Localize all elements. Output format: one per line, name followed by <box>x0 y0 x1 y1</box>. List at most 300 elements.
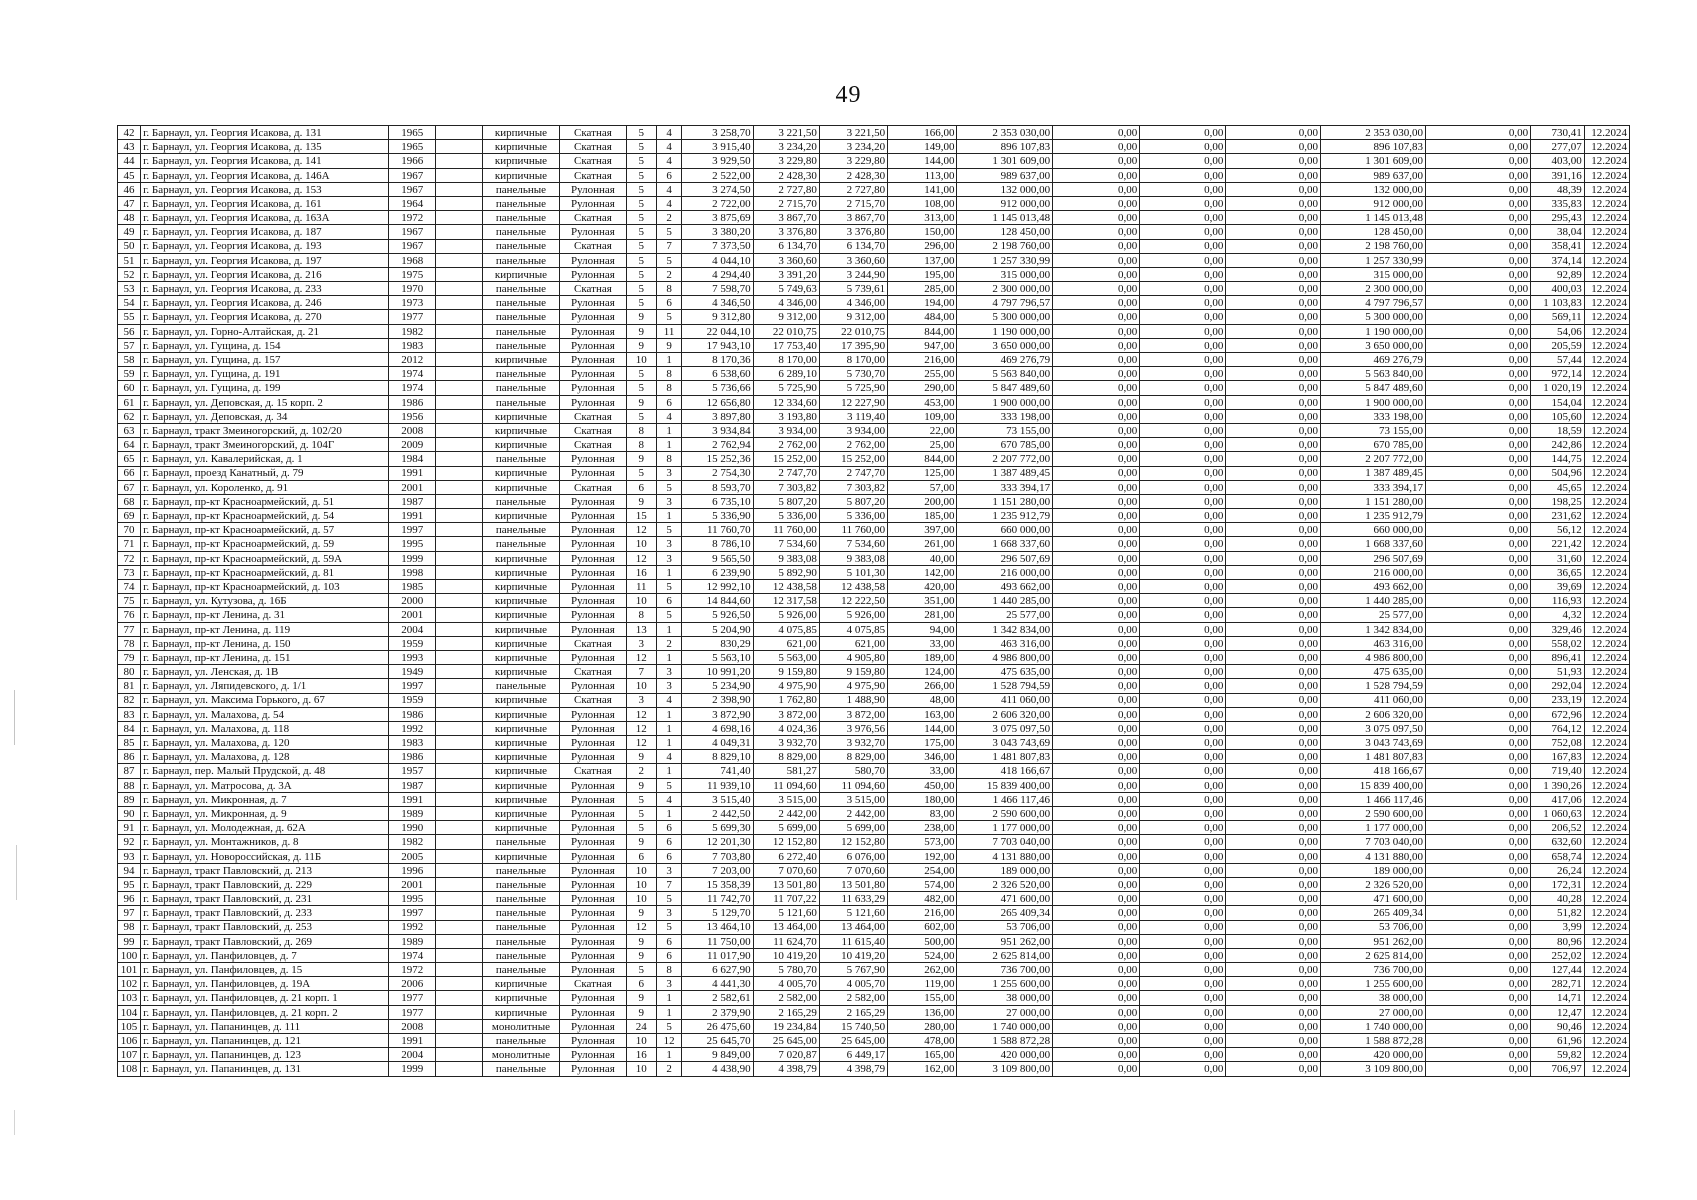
other-sources: 0,00 <box>1426 622 1531 636</box>
empty-cell <box>436 948 482 962</box>
address: г. Барнаул, ул. Новороссийская, д. 11Б <box>141 849 389 863</box>
fund-fsr: 0,00 <box>1053 537 1140 551</box>
wall-material: панельные <box>482 892 560 906</box>
other-sources: 0,00 <box>1426 452 1531 466</box>
empty-cell <box>436 551 482 565</box>
roof-type: Скатная <box>560 480 626 494</box>
empty-cell <box>436 126 482 140</box>
area-total-premises: 7 534,60 <box>753 537 819 551</box>
empty-cell <box>436 565 482 579</box>
unit-cost: 672,96 <box>1531 707 1585 721</box>
row-number: 88 <box>118 778 141 792</box>
fund-fsr: 0,00 <box>1053 1019 1140 1033</box>
fund-regional: 0,00 <box>1140 225 1226 239</box>
fund-regional: 0,00 <box>1140 310 1226 324</box>
residents-count: 262,00 <box>888 963 957 977</box>
residents-count: 524,00 <box>888 948 957 962</box>
entrances: 1 <box>656 736 681 750</box>
build-year: 1991 <box>389 1034 436 1048</box>
row-number: 84 <box>118 721 141 735</box>
fund-regional: 0,00 <box>1140 338 1226 352</box>
empty-cell <box>436 168 482 182</box>
completion-date: 12.2024 <box>1584 196 1629 210</box>
unit-cost: 417,06 <box>1531 792 1585 806</box>
table-row <box>118 282 1630 296</box>
build-year: 1974 <box>389 948 436 962</box>
fund-regional: 0,00 <box>1140 594 1226 608</box>
floors: 9 <box>626 338 656 352</box>
fund-owners: 216 000,00 <box>1320 565 1425 579</box>
row-number: 54 <box>118 296 141 310</box>
completion-date: 12.2024 <box>1584 126 1629 140</box>
address: г. Барнаул, ул. Малахова, д. 118 <box>141 721 389 735</box>
empty-cell <box>436 679 482 693</box>
unit-cost: 54,06 <box>1531 324 1585 338</box>
address: г. Барнаул, ул. Георгия Исакова, д. 141 <box>141 154 389 168</box>
area-total-premises: 17 753,40 <box>753 338 819 352</box>
other-sources: 0,00 <box>1426 594 1531 608</box>
address: г. Барнаул, ул. Панфиловцев, д. 21 корп. 2 <box>141 1005 389 1019</box>
fund-owners: 3 075 097,50 <box>1320 721 1425 735</box>
other-sources: 0,00 <box>1426 1005 1531 1019</box>
empty-cell <box>436 807 482 821</box>
unit-cost: 154,04 <box>1531 395 1585 409</box>
fund-fsr: 0,00 <box>1053 721 1140 735</box>
fund-owners: 15 839 400,00 <box>1320 778 1425 792</box>
floors: 6 <box>626 849 656 863</box>
area-total-premises: 19 234,84 <box>753 1019 819 1033</box>
roof-type: Скатная <box>560 126 626 140</box>
total-cost: 951 262,00 <box>957 934 1053 948</box>
roof-type: Скатная <box>560 665 626 679</box>
fund-local: 0,00 <box>1226 948 1321 962</box>
row-number: 49 <box>118 225 141 239</box>
total-area: 3 274,50 <box>682 182 753 196</box>
build-year: 1992 <box>389 721 436 735</box>
wall-material: кирпичные <box>482 466 560 480</box>
completion-date: 12.2024 <box>1584 963 1629 977</box>
residents-count: 266,00 <box>888 679 957 693</box>
address: г. Барнаул, ул. Георгия Исакова, д. 187 <box>141 225 389 239</box>
fund-local: 0,00 <box>1226 650 1321 664</box>
fund-owners: 5 563 840,00 <box>1320 367 1425 381</box>
wall-material: панельные <box>482 835 560 849</box>
residents-count: 478,00 <box>888 1034 957 1048</box>
total-cost: 2 606 320,00 <box>957 707 1053 721</box>
empty-cell <box>436 977 482 991</box>
row-number: 56 <box>118 324 141 338</box>
residents-count: 194,00 <box>888 296 957 310</box>
total-area: 3 915,40 <box>682 140 753 154</box>
fund-fsr: 0,00 <box>1053 863 1140 877</box>
area-residential: 5 699,00 <box>819 821 887 835</box>
row-number: 77 <box>118 622 141 636</box>
fund-regional: 0,00 <box>1140 608 1226 622</box>
empty-cell <box>436 934 482 948</box>
row-number: 102 <box>118 977 141 991</box>
area-residential: 11 094,60 <box>819 778 887 792</box>
table-row <box>118 849 1630 863</box>
area-residential: 3 244,90 <box>819 267 887 281</box>
residents-count: 180,00 <box>888 792 957 806</box>
build-year: 1964 <box>389 196 436 210</box>
entrances: 1 <box>656 807 681 821</box>
completion-date: 12.2024 <box>1584 239 1629 253</box>
total-area: 11 750,00 <box>682 934 753 948</box>
build-year: 1990 <box>389 821 436 835</box>
entrances: 2 <box>656 267 681 281</box>
total-cost: 1 190 000,00 <box>957 324 1053 338</box>
fund-owners: 2 326 520,00 <box>1320 877 1425 891</box>
floors: 5 <box>626 211 656 225</box>
address: г. Барнаул, ул. Максима Горького, д. 67 <box>141 693 389 707</box>
fund-local: 0,00 <box>1226 466 1321 480</box>
area-total-premises: 11 760,00 <box>753 523 819 537</box>
wall-material: монолитные <box>482 1048 560 1062</box>
total-cost: 25 577,00 <box>957 608 1053 622</box>
unit-cost: 1 060,63 <box>1531 807 1585 821</box>
unit-cost: 391,16 <box>1531 168 1585 182</box>
area-total-premises: 4 398,79 <box>753 1062 819 1076</box>
address: г. Барнаул, пр-кт Красноармейский, д. 103 <box>141 580 389 594</box>
build-year: 1965 <box>389 126 436 140</box>
area-total-premises: 6 289,10 <box>753 367 819 381</box>
row-number: 97 <box>118 906 141 920</box>
total-cost: 1 668 337,60 <box>957 537 1053 551</box>
fund-owners: 7 703 040,00 <box>1320 835 1425 849</box>
wall-material: панельные <box>482 182 560 196</box>
total-area: 2 522,00 <box>682 168 753 182</box>
total-cost: 411 060,00 <box>957 693 1053 707</box>
row-number: 106 <box>118 1034 141 1048</box>
floors: 3 <box>626 636 656 650</box>
fund-owners: 420 000,00 <box>1320 1048 1425 1062</box>
fund-local: 0,00 <box>1226 580 1321 594</box>
wall-material: кирпичные <box>482 693 560 707</box>
fund-regional: 0,00 <box>1140 991 1226 1005</box>
area-residential: 10 419,20 <box>819 948 887 962</box>
roof-type: Рулонная <box>560 1005 626 1019</box>
total-cost: 189 000,00 <box>957 863 1053 877</box>
roof-type: Рулонная <box>560 310 626 324</box>
wall-material: панельные <box>482 338 560 352</box>
entrances: 4 <box>656 182 681 196</box>
row-number: 42 <box>118 126 141 140</box>
fund-fsr: 0,00 <box>1053 126 1140 140</box>
other-sources: 0,00 <box>1426 140 1531 154</box>
fund-fsr: 0,00 <box>1053 225 1140 239</box>
fund-fsr: 0,00 <box>1053 636 1140 650</box>
unit-cost: 144,75 <box>1531 452 1585 466</box>
fund-regional: 0,00 <box>1140 892 1226 906</box>
empty-cell <box>436 1005 482 1019</box>
address: г. Барнаул, ул. Георгия Исакова, д. 135 <box>141 140 389 154</box>
residents-count: 200,00 <box>888 494 957 508</box>
unit-cost: 329,46 <box>1531 622 1585 636</box>
build-year: 2004 <box>389 622 436 636</box>
total-cost: 128 450,00 <box>957 225 1053 239</box>
empty-cell <box>436 736 482 750</box>
total-cost: 5 300 000,00 <box>957 310 1053 324</box>
entrances: 5 <box>656 225 681 239</box>
table-row <box>118 523 1630 537</box>
fund-regional: 0,00 <box>1140 409 1226 423</box>
completion-date: 12.2024 <box>1584 693 1629 707</box>
area-residential: 2 715,70 <box>819 196 887 210</box>
entrances: 1 <box>656 622 681 636</box>
wall-material: кирпичные <box>482 154 560 168</box>
fund-local: 0,00 <box>1226 920 1321 934</box>
other-sources: 0,00 <box>1426 168 1531 182</box>
empty-cell <box>436 140 482 154</box>
fund-fsr: 0,00 <box>1053 168 1140 182</box>
residents-count: 162,00 <box>888 1062 957 1076</box>
other-sources: 0,00 <box>1426 707 1531 721</box>
table-row <box>118 863 1630 877</box>
unit-cost: 231,62 <box>1531 509 1585 523</box>
build-year: 1993 <box>389 650 436 664</box>
residents-count: 189,00 <box>888 650 957 664</box>
area-total-premises: 4 005,70 <box>753 977 819 991</box>
entrances: 3 <box>656 494 681 508</box>
empty-cell <box>436 523 482 537</box>
area-total-premises: 5 563,00 <box>753 650 819 664</box>
floors: 6 <box>626 480 656 494</box>
other-sources: 0,00 <box>1426 963 1531 977</box>
empty-cell <box>436 182 482 196</box>
build-year: 1949 <box>389 665 436 679</box>
build-year: 1997 <box>389 523 436 537</box>
fund-owners: 411 060,00 <box>1320 693 1425 707</box>
entrances: 3 <box>656 863 681 877</box>
area-total-premises: 8 829,00 <box>753 750 819 764</box>
unit-cost: 92,89 <box>1531 267 1585 281</box>
roof-type: Рулонная <box>560 991 626 1005</box>
completion-date: 12.2024 <box>1584 863 1629 877</box>
roof-type: Рулонная <box>560 622 626 636</box>
area-total-premises: 9 383,08 <box>753 551 819 565</box>
total-cost: 216 000,00 <box>957 565 1053 579</box>
fund-local: 0,00 <box>1226 126 1321 140</box>
other-sources: 0,00 <box>1426 849 1531 863</box>
address: г. Барнаул, ул. Малахова, д. 120 <box>141 736 389 750</box>
unit-cost: 167,83 <box>1531 750 1585 764</box>
unit-cost: 80,96 <box>1531 934 1585 948</box>
fund-fsr: 0,00 <box>1053 920 1140 934</box>
total-cost: 418 166,67 <box>957 764 1053 778</box>
residents-count: 33,00 <box>888 636 957 650</box>
other-sources: 0,00 <box>1426 1062 1531 1076</box>
area-total-premises: 13 501,80 <box>753 877 819 891</box>
wall-material: кирпичные <box>482 849 560 863</box>
fund-local: 0,00 <box>1226 849 1321 863</box>
fund-owners: 4 131 880,00 <box>1320 849 1425 863</box>
total-cost: 4 986 800,00 <box>957 650 1053 664</box>
fund-owners: 2 207 772,00 <box>1320 452 1425 466</box>
fund-regional: 0,00 <box>1140 665 1226 679</box>
total-cost: 4 131 880,00 <box>957 849 1053 863</box>
fund-local: 0,00 <box>1226 778 1321 792</box>
total-cost: 38 000,00 <box>957 991 1053 1005</box>
completion-date: 12.2024 <box>1584 920 1629 934</box>
floors: 9 <box>626 934 656 948</box>
residents-count: 281,00 <box>888 608 957 622</box>
roof-type: Скатная <box>560 211 626 225</box>
fund-owners: 1 440 285,00 <box>1320 594 1425 608</box>
other-sources: 0,00 <box>1426 778 1531 792</box>
fund-fsr: 0,00 <box>1053 835 1140 849</box>
fund-fsr: 0,00 <box>1053 466 1140 480</box>
completion-date: 12.2024 <box>1584 707 1629 721</box>
other-sources: 0,00 <box>1426 282 1531 296</box>
fund-owners: 4 986 800,00 <box>1320 650 1425 664</box>
area-residential: 3 221,50 <box>819 126 887 140</box>
fund-regional: 0,00 <box>1140 537 1226 551</box>
fund-owners: 2 606 320,00 <box>1320 707 1425 721</box>
table-row <box>118 1048 1630 1062</box>
row-number: 55 <box>118 310 141 324</box>
total-area: 4 346,50 <box>682 296 753 310</box>
total-area: 2 379,90 <box>682 1005 753 1019</box>
total-area: 11 742,70 <box>682 892 753 906</box>
other-sources: 0,00 <box>1426 991 1531 1005</box>
fund-local: 0,00 <box>1226 707 1321 721</box>
residents-count: 238,00 <box>888 821 957 835</box>
unit-cost: 105,60 <box>1531 409 1585 423</box>
address: г. Барнаул, пр-кт Красноармейский, д. 59А <box>141 551 389 565</box>
fund-local: 0,00 <box>1226 452 1321 466</box>
area-residential: 6 134,70 <box>819 239 887 253</box>
fund-owners: 53 706,00 <box>1320 920 1425 934</box>
empty-cell <box>436 963 482 977</box>
build-year: 1998 <box>389 565 436 579</box>
entrances: 1 <box>656 991 681 1005</box>
residents-count: 255,00 <box>888 367 957 381</box>
fund-fsr: 0,00 <box>1053 480 1140 494</box>
floors: 16 <box>626 1048 656 1062</box>
area-residential: 12 222,50 <box>819 594 887 608</box>
residents-count: 261,00 <box>888 537 957 551</box>
fund-regional: 0,00 <box>1140 168 1226 182</box>
build-year: 1984 <box>389 452 436 466</box>
address: г. Барнаул, пр-кт Красноармейский, д. 54 <box>141 509 389 523</box>
floors: 24 <box>626 1019 656 1033</box>
other-sources: 0,00 <box>1426 423 1531 437</box>
roof-type: Скатная <box>560 764 626 778</box>
roof-type: Рулонная <box>560 580 626 594</box>
area-total-premises: 5 926,00 <box>753 608 819 622</box>
fund-local: 0,00 <box>1226 480 1321 494</box>
residents-count: 185,00 <box>888 509 957 523</box>
total-cost: 1 301 609,00 <box>957 154 1053 168</box>
entrances: 5 <box>656 892 681 906</box>
total-cost: 660 000,00 <box>957 523 1053 537</box>
row-number: 103 <box>118 991 141 1005</box>
entrances: 1 <box>656 1048 681 1062</box>
row-number: 89 <box>118 792 141 806</box>
completion-date: 12.2024 <box>1584 665 1629 679</box>
floors: 5 <box>626 282 656 296</box>
entrances: 11 <box>656 324 681 338</box>
build-year: 1989 <box>389 807 436 821</box>
total-area: 2 582,61 <box>682 991 753 1005</box>
build-year: 1986 <box>389 395 436 409</box>
entrances: 1 <box>656 423 681 437</box>
build-year: 1991 <box>389 466 436 480</box>
area-residential: 22 010,75 <box>819 324 887 338</box>
address: г. Барнаул, ул. Малахова, д. 54 <box>141 707 389 721</box>
area-residential: 5 739,61 <box>819 282 887 296</box>
area-total-premises: 2 165,29 <box>753 1005 819 1019</box>
fund-fsr: 0,00 <box>1053 792 1140 806</box>
area-total-premises: 6 134,70 <box>753 239 819 253</box>
fund-regional: 0,00 <box>1140 934 1226 948</box>
entrances: 3 <box>656 466 681 480</box>
address: г. Барнаул, ул. Георгия Исакова, д. 146А <box>141 168 389 182</box>
total-area: 5 563,10 <box>682 650 753 664</box>
fund-local: 0,00 <box>1226 253 1321 267</box>
other-sources: 0,00 <box>1426 381 1531 395</box>
fund-fsr: 0,00 <box>1053 934 1140 948</box>
fund-regional: 0,00 <box>1140 849 1226 863</box>
row-number: 94 <box>118 863 141 877</box>
completion-date: 12.2024 <box>1584 523 1629 537</box>
area-total-premises: 6 272,40 <box>753 849 819 863</box>
area-total-premises: 2 762,00 <box>753 438 819 452</box>
other-sources: 0,00 <box>1426 636 1531 650</box>
completion-date: 12.2024 <box>1584 849 1629 863</box>
floors: 12 <box>626 736 656 750</box>
fund-fsr: 0,00 <box>1053 849 1140 863</box>
fund-local: 0,00 <box>1226 324 1321 338</box>
unit-cost: 295,43 <box>1531 211 1585 225</box>
wall-material: панельные <box>482 452 560 466</box>
fund-fsr: 0,00 <box>1053 948 1140 962</box>
roof-type: Скатная <box>560 693 626 707</box>
table-row <box>118 608 1630 622</box>
fund-fsr: 0,00 <box>1053 821 1140 835</box>
floors: 13 <box>626 622 656 636</box>
fund-regional: 0,00 <box>1140 1005 1226 1019</box>
fund-regional: 0,00 <box>1140 1048 1226 1062</box>
wall-material: кирпичные <box>482 580 560 594</box>
fund-local: 0,00 <box>1226 963 1321 977</box>
entrances: 3 <box>656 679 681 693</box>
roof-type: Скатная <box>560 154 626 168</box>
table-row <box>118 296 1630 310</box>
total-area: 7 203,00 <box>682 863 753 877</box>
other-sources: 0,00 <box>1426 721 1531 735</box>
fund-owners: 463 316,00 <box>1320 636 1425 650</box>
residents-count: 482,00 <box>888 892 957 906</box>
area-residential: 9 159,80 <box>819 665 887 679</box>
fund-owners: 493 662,00 <box>1320 580 1425 594</box>
fund-regional: 0,00 <box>1140 140 1226 154</box>
fund-regional: 0,00 <box>1140 423 1226 437</box>
fund-local: 0,00 <box>1226 494 1321 508</box>
row-number: 66 <box>118 466 141 480</box>
empty-cell <box>436 594 482 608</box>
other-sources: 0,00 <box>1426 750 1531 764</box>
fund-owners: 128 450,00 <box>1320 225 1425 239</box>
table-row <box>118 409 1630 423</box>
area-residential: 5 926,00 <box>819 608 887 622</box>
area-total-premises: 2 582,00 <box>753 991 819 1005</box>
residents-count: 947,00 <box>888 338 957 352</box>
unit-cost: 752,08 <box>1531 736 1585 750</box>
empty-cell <box>436 991 482 1005</box>
fund-fsr: 0,00 <box>1053 1034 1140 1048</box>
